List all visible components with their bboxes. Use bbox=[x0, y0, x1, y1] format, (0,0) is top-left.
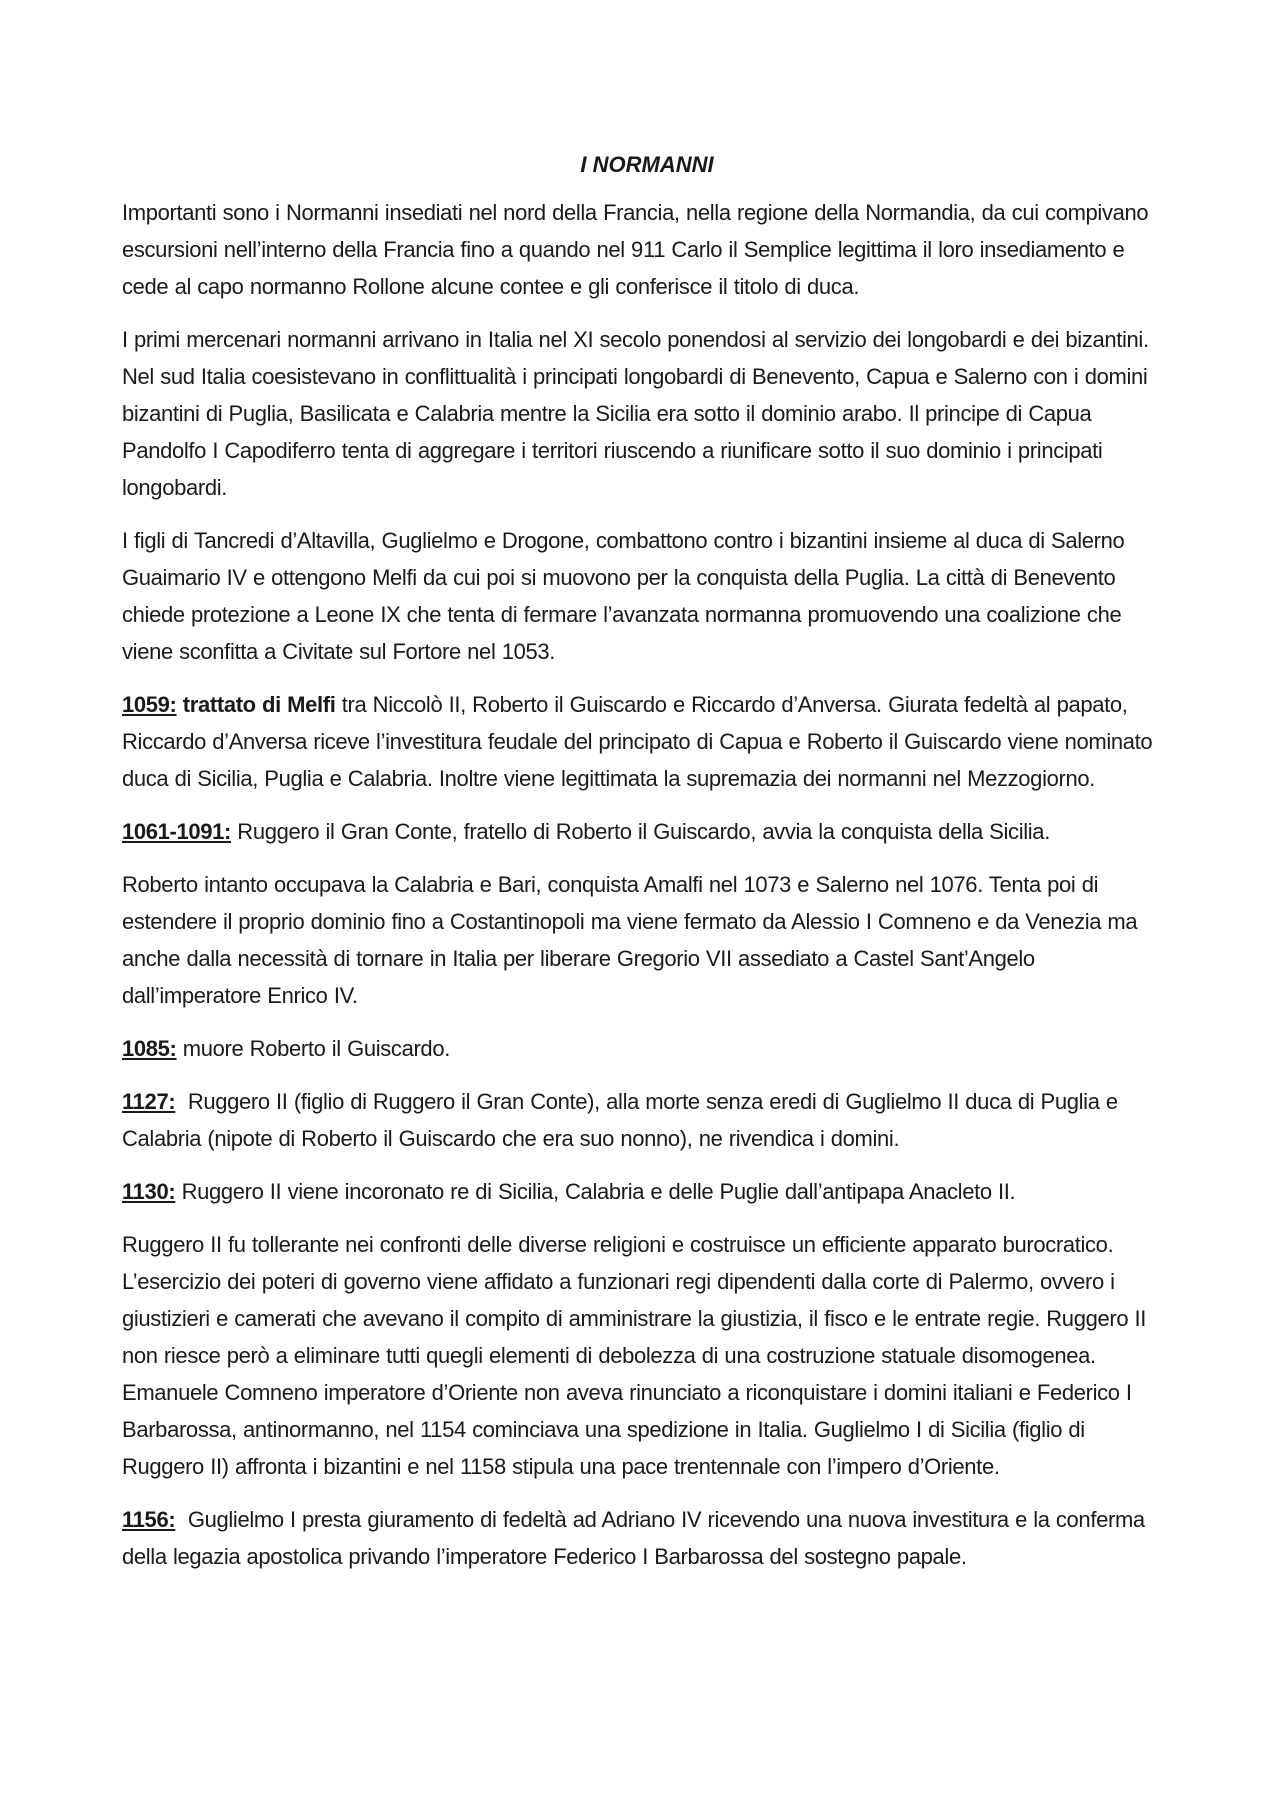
paragraph-text: Importanti sono i Normanni insediati nel nord della Francia, nella regione della Normandia, da cui compivano escursioni nell’interno della Francia fino a quando nel 911 Carlo il Semplice legittima il loro insediamento e cede al capo normanno Rollone alcune contee e gli conferisce il titolo di duca. bbox=[122, 200, 1149, 299]
paragraph-1130 bbox=[122, 1173, 1172, 1210]
date-label: 1059: bbox=[122, 692, 177, 717]
date-label: 1061-1091: bbox=[122, 819, 232, 844]
paragraph-text: I primi mercenari normanni arrivano in Italia nel XI secolo ponendosi al servizio dei longobardi e dei bizantini. Nel sud Italia coesistevano in conflittualità i principati longobardi di Benevento, Capua e Salerno con i domini bizantini di Puglia, Basilicata e Calabria mentre la Sicilia era sotto il dominio arabo. Il principe di Capua Pandolfo I Capodiferro tenta di aggregare i territori riuscendo a riunificare sotto il suo dominio i principati longobardi. bbox=[122, 327, 1149, 500]
paragraph-text: I figli di Tancredi d’Altavilla, Guglielmo e Drogone, combattono contro i bizantini insieme al duca di Salerno Guaimario IV e ottengono Melfi da cui poi si muovono per la conquista della Puglia. La città di Benevento chiede protezione a Leone IX che tenta di fermare l’avanzata normanna promuovendo una coalizione che viene sconfitta a Civitate sul Fortore nel 1053. bbox=[122, 528, 1125, 664]
paragraph-intro bbox=[122, 194, 1172, 305]
date-label: 1085: bbox=[122, 1036, 177, 1061]
date-label: 1156: bbox=[122, 1507, 176, 1532]
paragraph-1156 bbox=[122, 1501, 1172, 1575]
paragraph-text: Roberto intanto occupava la Calabria e Bari, conquista Amalfi nel 1073 e Salerno nel 1076. Tenta poi di estendere il proprio dominio fino a Costantinopoli ma viene fermato da Alessio I Comneno e da Venezia ma anche dalla necessità di tornare in Italia per liberare Gregorio VII assediato a Castel Sant’Angelo dall’imperatore Enrico IV. bbox=[122, 872, 1138, 1008]
paragraph-text: Ruggero II fu tollerante nei confronti delle diverse religioni e costruisce un efficiente apparato burocratico. L’esercizio dei poteri di governo viene affidato a funzionari regi dipendenti dalla corte di Palermo, ovvero i giustizieri e camerati che avevano il compito di amministrare la giustizia, il fisco e le entrate regie. Ruggero II non riesce però a eliminare tutti quegli elementi di debolezza di una costruzione statuale disomogenea. Emanuele Comneno imperatore d’Oriente non aveva rinunciato a riconquistare i domini italiani e Federico I Barbarossa, antinormanno, nel 1154 cominciava una spedizione in Italia. Guglielmo I di Sicilia (figlio di Ruggero II) affronta i bizantini e nel 1158 stipula una pace trentennale con l’impero d’Oriente. bbox=[122, 1232, 1146, 1479]
paragraph-text: Ruggero II (figlio di Ruggero il Gran Conte), alla morte senza eredi di Guglielmo II duca di Puglia e Calabria (nipote di Roberto il Guiscardo che era suo nonno), ne rivendica i domini. bbox=[122, 1089, 1125, 1151]
paragraph-1127 bbox=[122, 1083, 1172, 1157]
paragraph-text: tra Niccolò II, Roberto il Guiscardo e Riccardo d’Anversa. Giurata fedeltà al papato, Riccardo d’Anversa riceve l’investitura feudale del principato di Capua e Roberto il Guiscardo viene nominato duca di Sicilia, Puglia e Calabria. Inoltre viene legittimata la supremazia dei normanni nel Mezzogiorno. bbox=[122, 692, 1153, 791]
bold-term: trattato di Melfi bbox=[182, 692, 336, 717]
document-body bbox=[122, 150, 1172, 1591]
paragraph-1085 bbox=[122, 1030, 1172, 1067]
paragraph-text: muore Roberto il Guiscardo. bbox=[176, 1036, 450, 1061]
paragraph-ruggero-ii bbox=[122, 1226, 1172, 1485]
page-title: I NORMANNI bbox=[580, 152, 714, 177]
paragraph-text: Ruggero il Gran Conte, fratello di Roberto il Guiscardo, avvia la conquista della Sicilia. bbox=[231, 819, 1050, 844]
paragraph-1061-1091 bbox=[122, 813, 1172, 850]
paragraph-text: Ruggero II viene incoronato re di Sicilia, Calabria e delle Puglie dall’antipapa Anacleto II. bbox=[175, 1179, 1016, 1204]
paragraph-1059 bbox=[122, 686, 1172, 797]
date-label: 1127: bbox=[122, 1089, 176, 1114]
paragraph-text: Guglielmo I presta giuramento di fedeltà ad Adriano IV ricevendo una nuova investitura e la conferma della legazia apostolica privando l’imperatore Federico I Barbarossa del sostegno papale. bbox=[122, 1507, 1152, 1569]
paragraph-roberto bbox=[122, 866, 1172, 1014]
paragraph-mercenari bbox=[122, 321, 1172, 506]
date-label: 1130: bbox=[122, 1179, 176, 1204]
paragraph-altavilla bbox=[122, 522, 1172, 670]
